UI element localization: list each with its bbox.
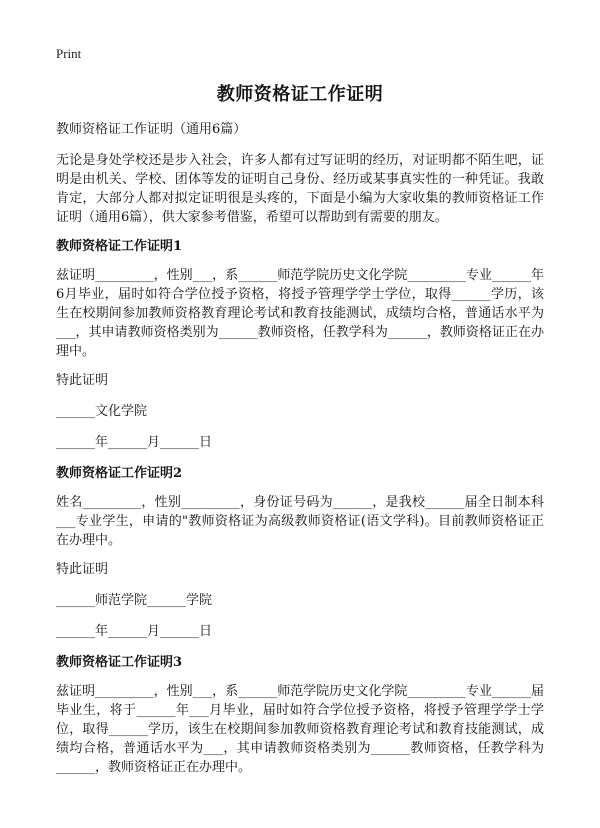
print-label[interactable]: Print bbox=[56, 46, 82, 61]
section-heading-3: 教师资格证工作证明3 bbox=[56, 655, 183, 670]
section-date-line-2: ______年______月______日 bbox=[56, 624, 213, 639]
section-body-2: 姓名_________，性别_________，身份证号码为______，是我校______届全日制本科___专业学生，申请的"教师资格证为高级教师资格证(语文学科)。目前教师资格证正在办理中。 bbox=[56, 495, 544, 548]
section-closing-1: 特此证明 bbox=[56, 373, 109, 388]
section-body-1: 兹证明_________，性别___，系______师范学院历史文化学院_________专业______年6月毕业，届时如符合学位授予资格，将授予管理学学士学位，取得______学历，该生在校期间参加教师资格教育理论考试和教育技能测试，成绩均合格，普通话水平为___，其申请教师资格类别为______教师资格，任教学科为______，教师资格证正在办理中。 bbox=[56, 268, 544, 359]
document-subtitle: 教师资格证工作证明（通用6篇） bbox=[56, 122, 247, 137]
section-body-3: 兹证明_________，性别___，系______师范学院历史文化学院_________专业______届毕业生，将于______年___月毕业，届时如符合学位授予资格，将授予管理学学士学位，取得______学历，该生在校期间参加教师资格教育理论考试和教育技能测试，成绩均合格，普通话水平为___，其申请教师资格类别为______教师资格，任教学科为______，教师资格证正在办理中。 bbox=[56, 684, 544, 775]
document-body bbox=[56, 120, 544, 787]
page-title: 教师资格证工作证明 bbox=[216, 84, 384, 105]
section-org-line-1: ______文化学院 bbox=[56, 404, 148, 419]
section-heading-1: 教师资格证工作证明1 bbox=[56, 239, 183, 254]
intro-paragraph: 无论是身处学校还是步入社会，许多人都有过写证明的经历，对证明都不陌生吧，证明是由机关、学校、团体等发的证明自己身份、经历或某事真实性的一种凭证。我敢肯定，大部分人都对拟定证明很是头疼的，下面是小编为大家收集的教师资格证工作证明（通用6篇），供大家参考借鉴，希望可以帮助到有需要的朋友。 bbox=[56, 153, 544, 225]
section-heading-2: 教师资格证工作证明2 bbox=[56, 466, 183, 481]
section-date-line-1: ______年______月______日 bbox=[56, 435, 213, 450]
section-org-line-2: ______师范学院______学院 bbox=[56, 593, 213, 608]
section-closing-2: 特此证明 bbox=[56, 562, 109, 577]
